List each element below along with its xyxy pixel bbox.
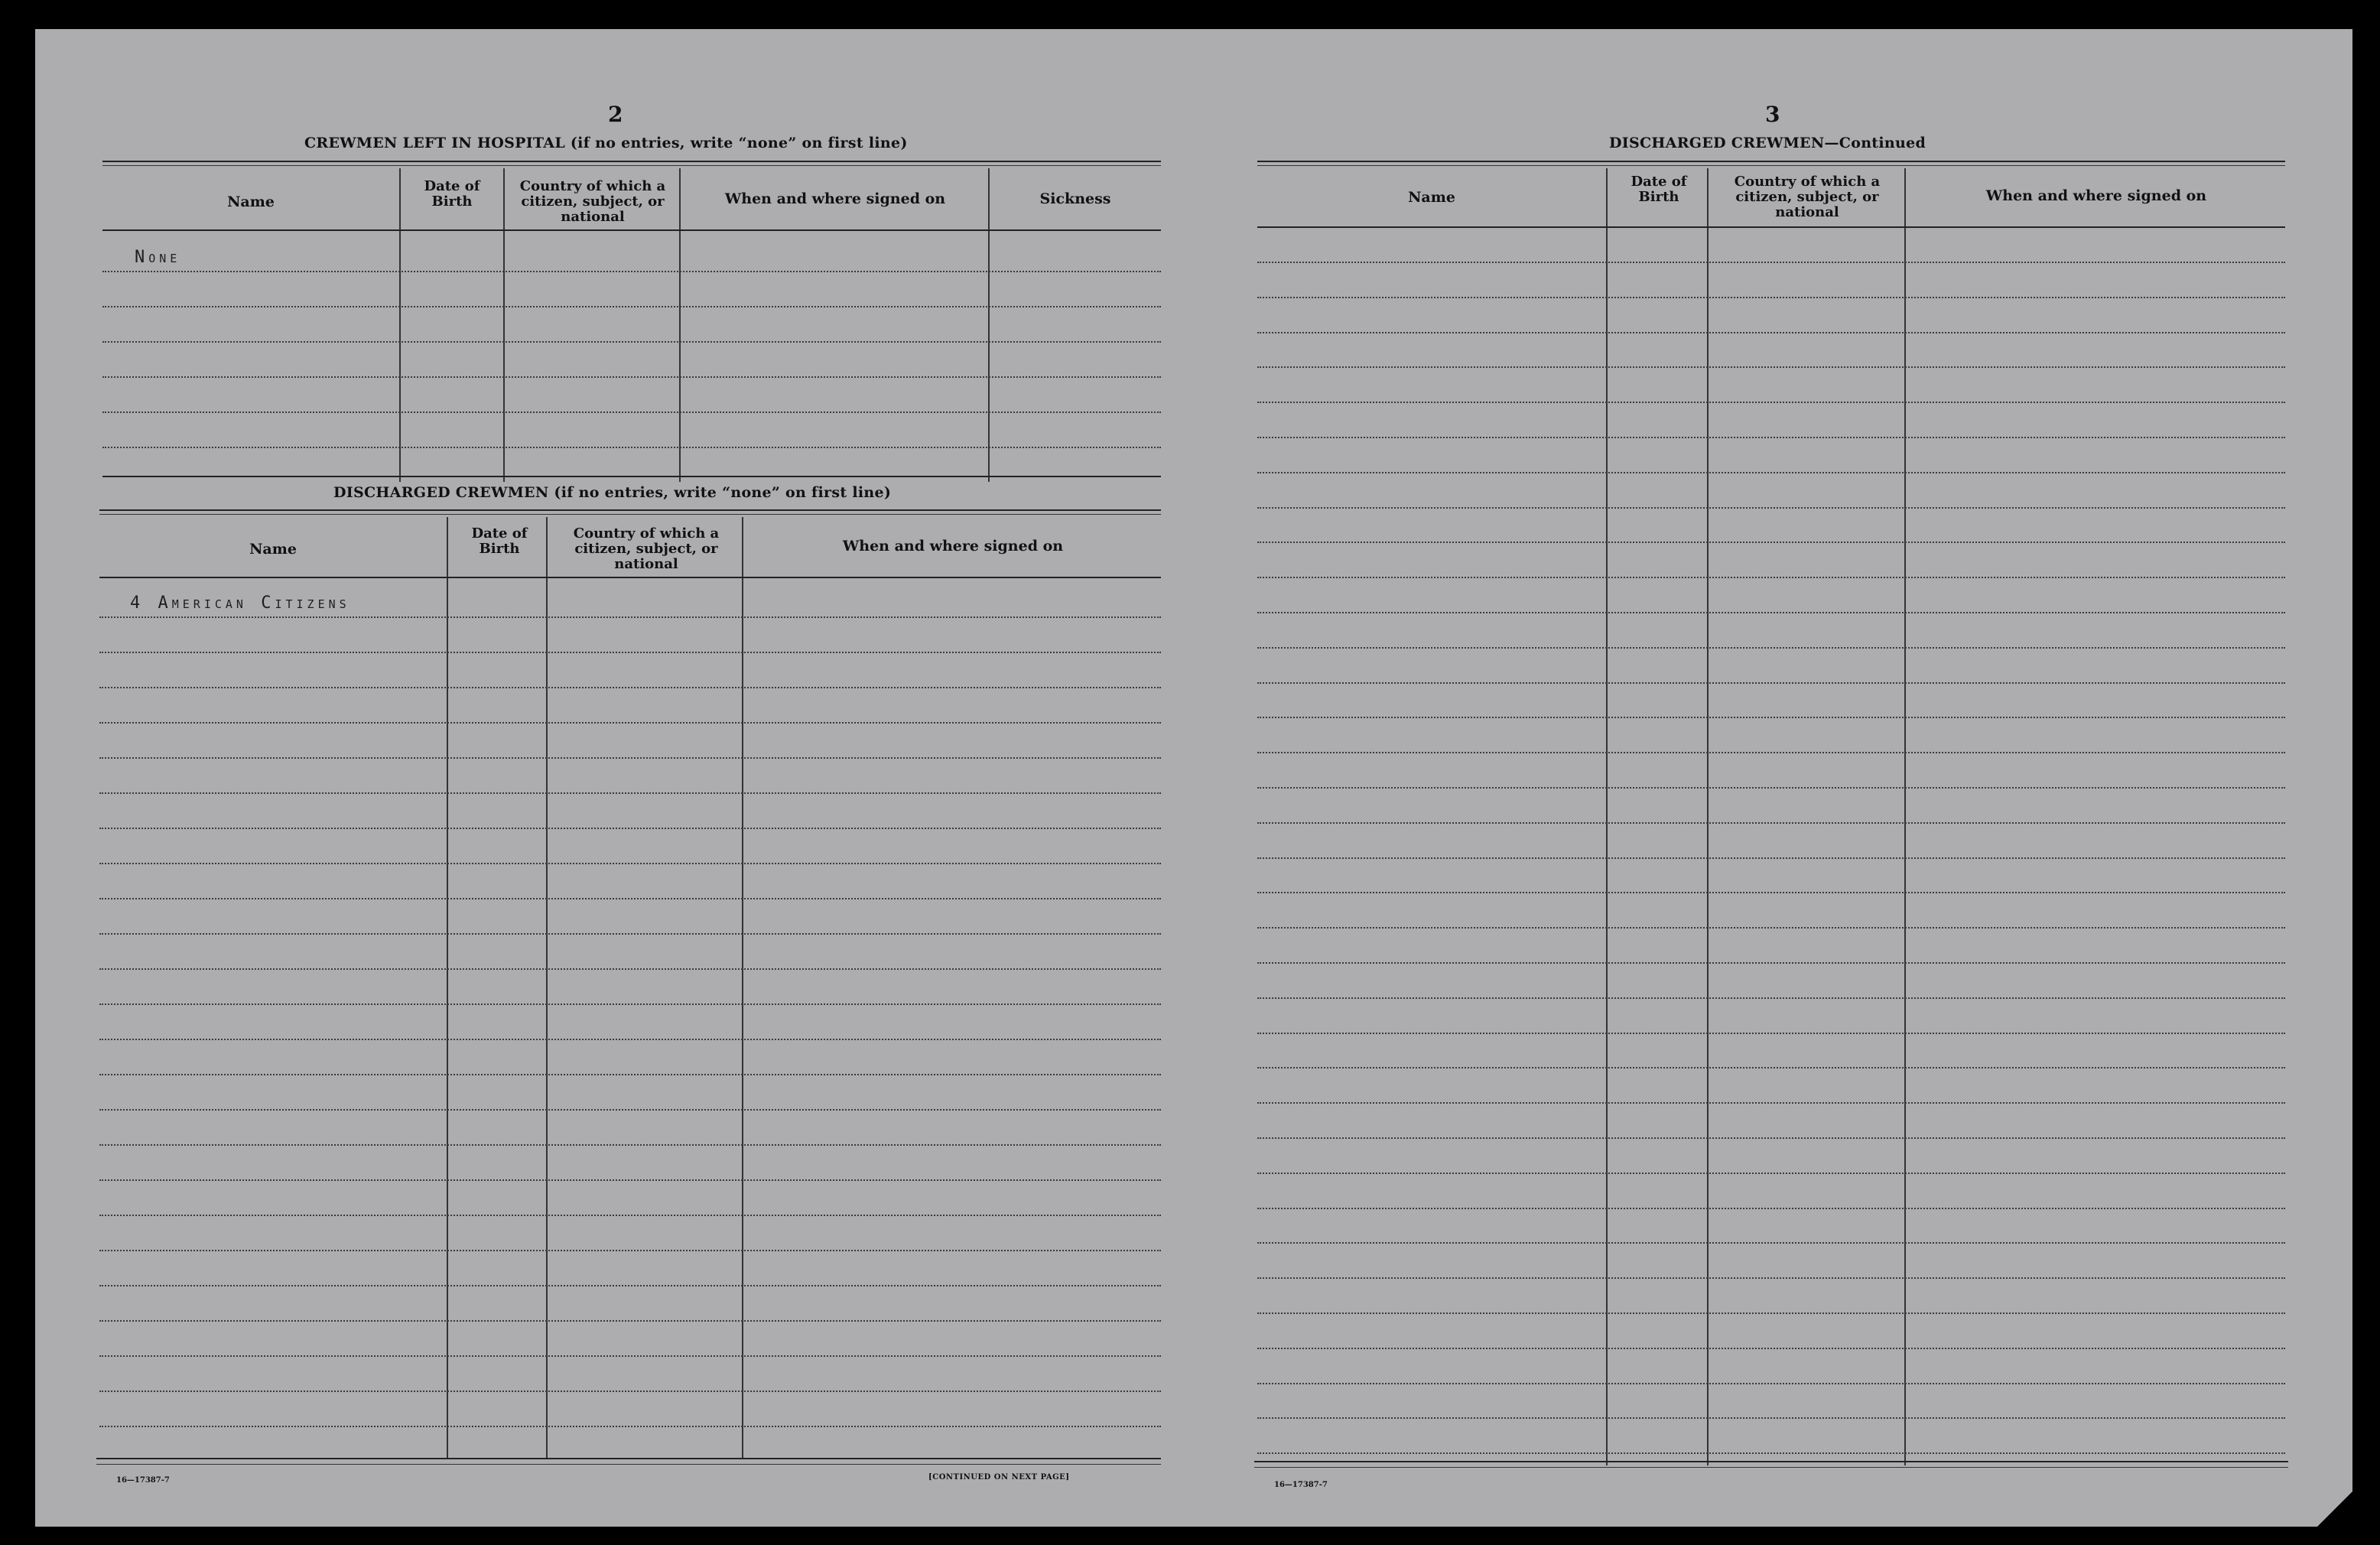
row-line [1257,1208,2285,1209]
hospital-row-line [102,306,1161,307]
hospital-header-rule [102,229,1161,231]
hospital-row-line [102,341,1161,343]
row-line [1257,542,2285,543]
row-line [99,1144,1161,1146]
row-line [99,616,1161,618]
row-line [1257,962,2285,964]
row-line [99,863,1161,864]
row-line [99,792,1161,794]
row-line [1257,1312,2285,1314]
hospital-bottom-rule [102,476,1161,477]
right-col-divider [1606,168,1608,1465]
row-line [1257,787,2285,789]
right-col-name: Name [1408,189,1455,206]
row-line [1257,1137,2285,1139]
hospital-col-divider [399,168,401,482]
row-line [99,757,1161,759]
hospital-row-line [102,447,1161,448]
row-line [1257,1033,2285,1034]
row-line [99,1039,1161,1040]
row-line [1257,647,2285,649]
hospital-row-line [102,271,1161,272]
discharged-section-title: DISCHARGED CREWMEN (if no entries, write “none” on first line) [333,484,892,501]
right-col-signed-on: When and where signed on [1985,187,2207,204]
row-line [1257,1383,2285,1384]
row-line [1257,682,2285,684]
hospital-col-country: Country of which a citizen, subject, or national [519,178,666,225]
row-line [1257,717,2285,718]
right-form-number: 16—17387-7 [1274,1481,1328,1489]
discharged-col-divider [447,517,448,1458]
row-line [1257,402,2285,403]
row-line [1257,997,2285,999]
hospital-col-sickness: Sickness [1039,190,1111,207]
hospital-row-line [102,376,1161,378]
row-line [1257,857,2285,859]
row-line [1257,1102,2285,1104]
page-number-3: 3 [1765,102,1780,127]
row-line [1257,507,2285,509]
page-number-2: 2 [608,102,623,127]
hospital-top-rule [102,161,1161,162]
row-line [1257,472,2285,473]
row-line [99,1426,1161,1427]
discharged-top-rule [99,509,1161,511]
row-line [1257,1067,2285,1068]
row-line [99,1355,1161,1357]
hospital-col-name: Name [227,194,275,210]
form-sheet [35,29,2352,1527]
row-line [1257,892,2285,893]
row-line [1257,1452,2285,1454]
row-line [1257,332,2285,333]
left-bottom-rule [96,1458,1161,1459]
row-line [1257,262,2285,263]
row-line [99,1215,1161,1216]
hospital-entry-none: None [135,248,181,267]
right-col-dob: Date of Birth [1631,174,1687,205]
discharged-col-name: Name [249,541,297,558]
row-line [99,1285,1161,1286]
row-line [1257,1242,2285,1244]
row-line [1257,1277,2285,1279]
row-line [99,722,1161,724]
row-line [1257,752,2285,753]
left-form-number: 16—17387-7 [116,1476,170,1485]
row-line [99,1074,1161,1075]
row-line [99,898,1161,899]
row-line [1257,927,2285,929]
row-line [99,1250,1161,1251]
hospital-col-signed-on: When and where signed on [724,190,946,207]
row-line [99,1109,1161,1111]
row-line [99,1003,1161,1005]
row-line [1257,297,2285,298]
continued-note: [CONTINUED ON NEXT PAGE] [928,1473,1070,1482]
discharged-continued-title: DISCHARGED CREWMEN—Continued [1609,135,1926,151]
discharged-entry: 4 American Citizens [130,594,350,613]
hospital-col-dob: Date of Birth [424,178,480,210]
row-line [99,1320,1161,1322]
right-col-country: Country of which a citizen, subject, or national [1734,174,1881,220]
folded-corner [2317,1491,2352,1527]
row-line [99,968,1161,970]
discharged-header-rule [99,577,1161,578]
hospital-section-title: CREWMEN LEFT IN HOSPITAL (if no entries, write “none” on first line) [304,135,908,151]
right-bottom-rule [1254,1461,2288,1462]
row-line [1257,1417,2285,1419]
discharged-col-signed-on: When and where signed on [842,538,1064,555]
row-line [99,933,1161,935]
row-line [99,1179,1161,1181]
row-line [1257,1173,2285,1174]
hospital-row-line [102,411,1161,413]
row-line [1257,1348,2285,1349]
row-line [1257,437,2285,438]
row-line [1257,612,2285,613]
row-line [99,828,1161,829]
row-line [99,652,1161,653]
right-header-rule [1257,226,2285,228]
row-line [1257,822,2285,824]
row-line [99,1390,1161,1392]
row-line [1257,577,2285,578]
row-line [99,687,1161,688]
right-top-rule [1257,161,2285,162]
discharged-col-country: Country of which a citizen, subject, or national [573,525,720,572]
row-line [1257,366,2285,368]
discharged-col-dob: Date of Birth [471,525,528,557]
